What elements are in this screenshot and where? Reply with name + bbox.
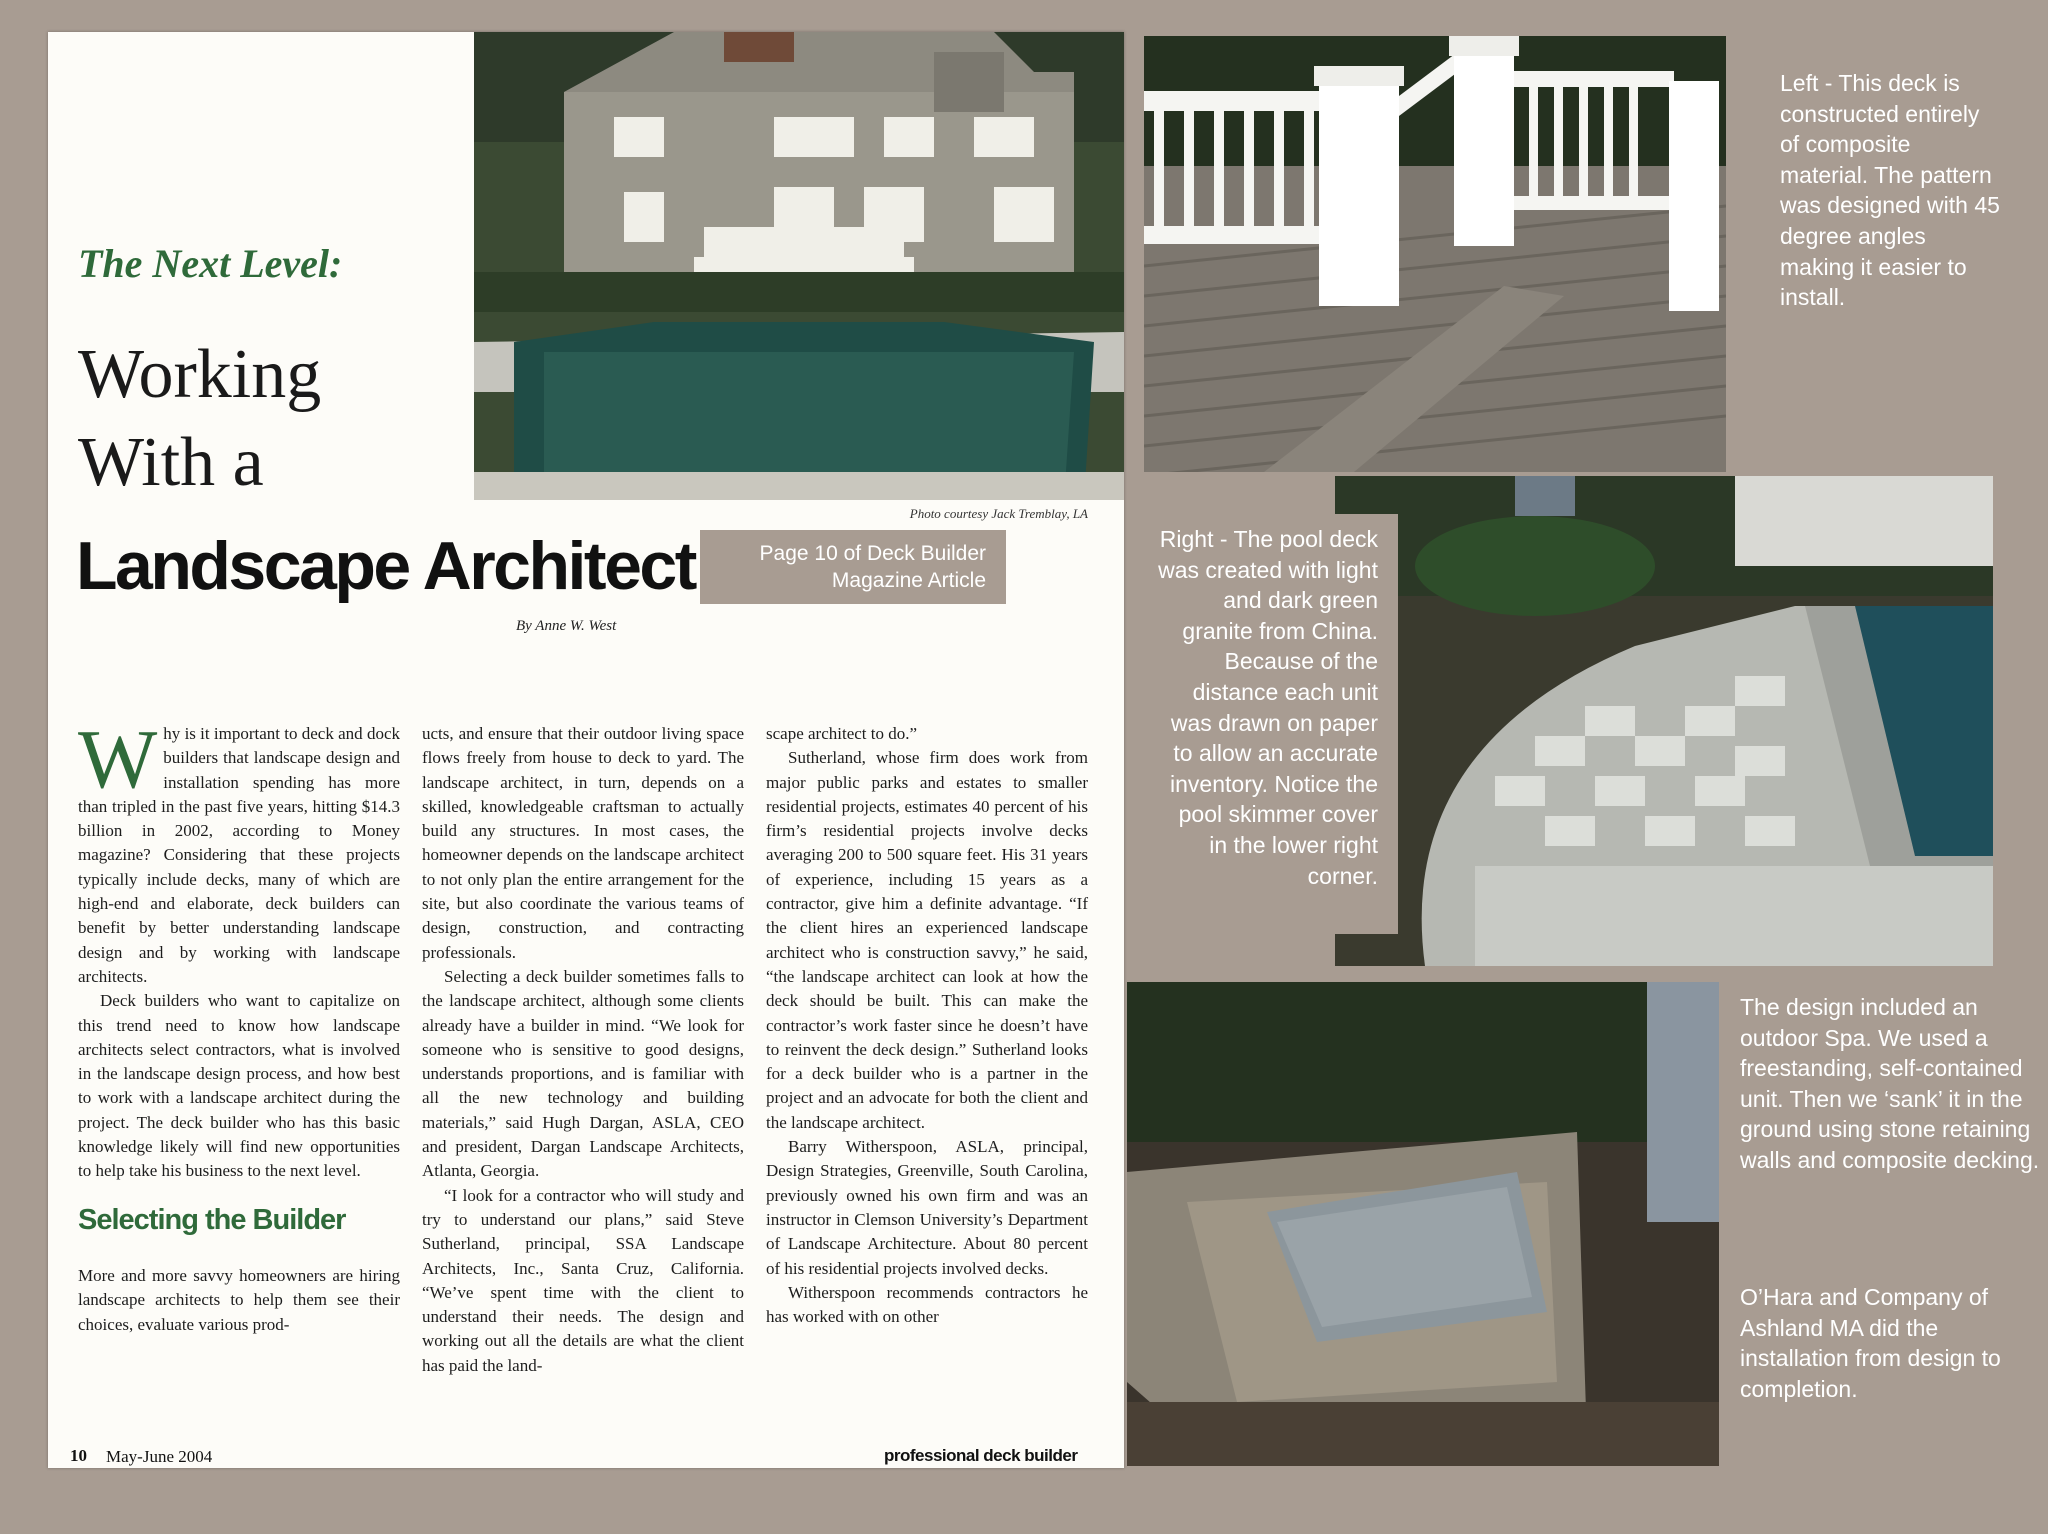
paragraph: Sutherland, whose firm does work from major public parks and estates to smaller residential projects, estimates 40 percent of his firm’s residential projects involve decks averaging 200 to 500 square feet. His 31 years of experience, including 15 years as a contractor, give him a definite advantage. “If the client hires an experienced landscape architect who is construction savvy,” he said, “the landscape architect can look at how the deck should be built. This can make the contractor’s work faster since he doesn’t have to reinvent the deck design.” Sutherland looks for a deck builder who is a partner in the project and an advocate for both the client and the landscape architect. xyxy=(766,748,1088,1132)
page-callout-box xyxy=(700,530,1006,604)
composite-deck-photo xyxy=(1144,36,1726,472)
article-column-1 xyxy=(78,713,400,1337)
drop-cap: W xyxy=(78,713,158,806)
callout-line1: Page 10 of Deck Builder xyxy=(759,542,986,565)
folio-publication: professional deck builder xyxy=(884,1446,1078,1465)
caption-pool-deck: Right - The pool deck was created with light and dark green granite from China. Because of the distance each unit was drawn on paper to allow an accurate inventory. Notice the pool skimmer cover in the lower right corner. xyxy=(1158,526,1378,889)
callout-line2: Magazine Article xyxy=(831,569,986,592)
folio-date: May-June 2004 xyxy=(106,1447,213,1466)
article-title-line3: Landscape Architect xyxy=(76,528,695,604)
paragraph: Deck builders who want to capitalize on this trend need to know how landscape architects select contractors, what is involved in the landscape design process, and how best to work with a landscape architect during the project. The deck builder who has this basic knowledge likely will find new opportunities to help take his business to the next level. xyxy=(78,991,400,1181)
paragraph: ucts, and ensure that their outdoor living space flows freely from house to deck to yard. The landscape architect, in turn, depends on a skilled, knowledgeable craftsman to actually build any structures. In most cases, the homeowner depends on the landscape architect to not only plan the entire arrangement for the site, but also coordinate the various teams of design, construction, and contracting professionals. xyxy=(422,724,744,962)
section-subhead: Selecting the Builder xyxy=(78,1203,346,1236)
article-column-3 xyxy=(766,722,1088,1329)
paragraph: Selecting a deck builder sometimes falls to the landscape architect, although some clients already have a builder in mind. “We look for someone who is sensitive to good designs, understands proportions, and is familiar with all the new technology and building materials,” said Hugh Dargan, ASLA, CEO and president, Dargan Landscape Architects, Atlanta, Georgia. xyxy=(422,966,744,1181)
paragraph: Why is it important to deck and dock builders that landscape design and installation spending has more than tripled in the past five years, hitting $14.3 billion in 2002, according to Money magazine? Considering that these projects typically include decks, many of which are high-end and elaborate, deck builders can benefit by better understanding landscape design and by working with landscape architects. xyxy=(78,713,400,986)
caption-spa: The design included an outdoor Spa. We used a freestanding, self-contained unit. Then we ‘sank’ it in the ground using stone retaining walls and composite decking. xyxy=(1740,994,2040,1173)
article-column-2 xyxy=(422,722,744,1378)
article-title-line1: Working xyxy=(78,336,322,413)
paragraph: Barry Witherspoon, ASLA, principal, Design Strategies, Greenville, South Carolina, previously owned his own firm and was an instructor in Clemson University’s Department of Landscape Architecture. About 80 percent of his residential projects involved decks. xyxy=(766,1137,1088,1278)
article-byline: By Anne W. West xyxy=(516,618,617,634)
paragraph: Witherspoon recommends contractors he has worked with on other xyxy=(766,1282,1088,1327)
sunken-spa-photo xyxy=(1127,982,1719,1466)
paragraph: “I look for a contractor who will study and try to understand our plans,” said Steve Sutherland, principal, SSA Landscape Architects, Inc., Santa Cruz, California. “We’ve spent time with the client to understand their needs. The design and working out all the details are what the client has paid the land- xyxy=(422,1185,744,1375)
caption-installer: O’Hara and Company of Ashland MA did the installation from design to completion. xyxy=(1740,1284,2001,1402)
house-pool-photo xyxy=(474,32,1124,500)
paragraph: More and more savvy homeowners are hiring landscape architects to help them see their choices, evaluate various prod- xyxy=(78,1265,400,1334)
article-title-line2: With a xyxy=(78,424,264,501)
folio-page-number: 10 xyxy=(70,1446,87,1465)
article-kicker: The Next Level: xyxy=(78,241,343,286)
magazine-page xyxy=(48,32,1124,1468)
photo-credit: Photo courtesy Jack Tremblay, LA xyxy=(909,506,1088,521)
caption-composite-deck: Left - This deck is constructed entirely of composite material. The pattern was designed with 45 degree angles making it easier to install. xyxy=(1780,70,2000,311)
granite-pool-deck-photo xyxy=(1335,476,1993,966)
paragraph: scape architect to do.” xyxy=(766,724,918,743)
